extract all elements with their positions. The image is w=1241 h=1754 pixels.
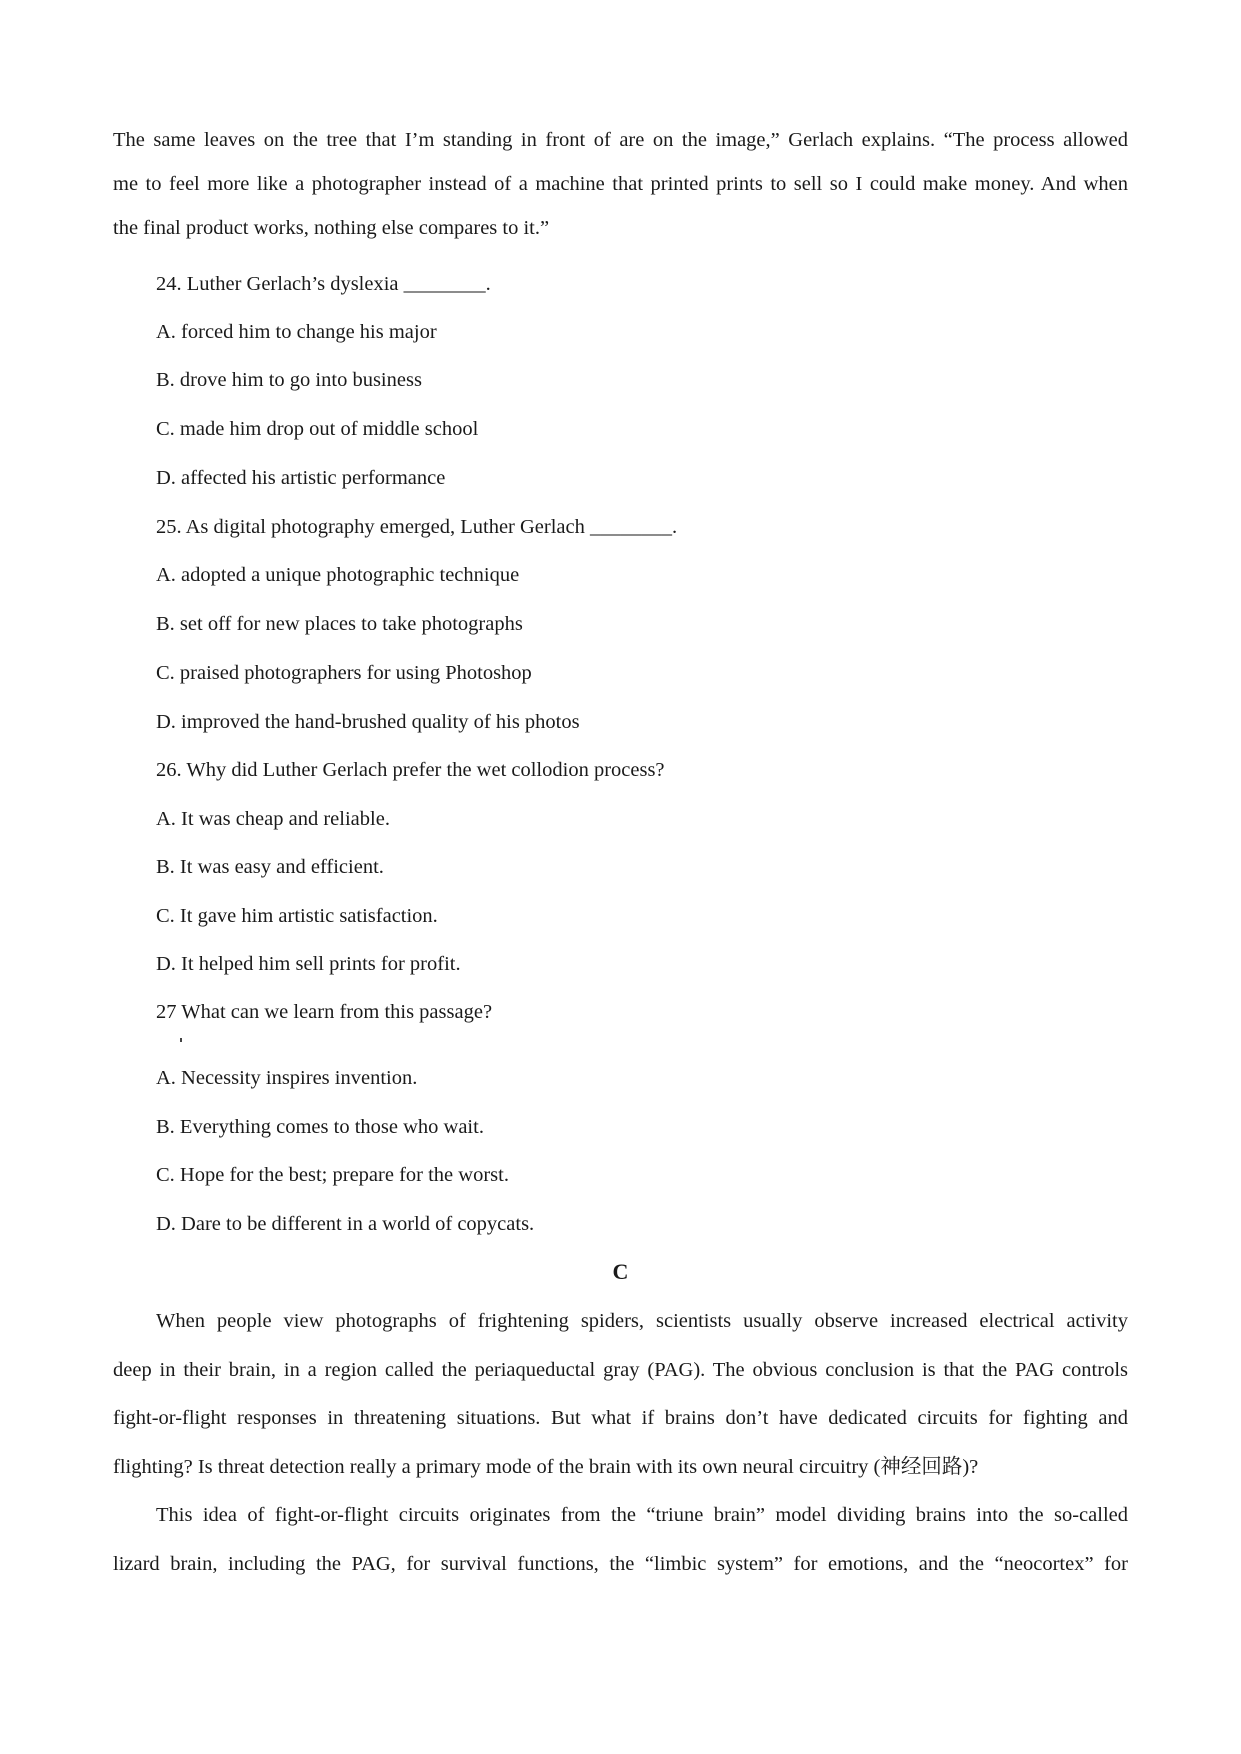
answer-option: B. Everything comes to those who wait. [156,1116,484,1138]
stray-punctuation-mark [180,1038,182,1042]
passage-line: When people view photographs of frightening spiders, scientists usually observe increased electrical activity [156,1310,1128,1332]
answer-option: D. affected his artistic performance [156,467,446,489]
passage-line: deep in their brain, in a region called the periaqueductal gray (PAG). The obvious conclusion is that the PAG controls [113,1359,1128,1381]
answer-option: A. adopted a unique photographic technique [156,564,520,586]
answer-option: C. Hope for the best; prepare for the worst. [156,1164,509,1186]
passage-line: flighting? Is threat detection really a primary mode of the brain with its own neural circuitry (神经回路)? [113,1456,979,1478]
answer-option: D. improved the hand-brushed quality of his photos [156,711,580,733]
passage-line: This idea of fight-or-flight circuits originates from the “triune brain” model dividing brains into the so-called [156,1504,1128,1526]
question-stem: 26. Why did Luther Gerlach prefer the wet collodion process? [156,759,665,781]
answer-option: C. praised photographers for using Photoshop [156,662,532,684]
answer-option: A. forced him to change his major [156,321,437,343]
passage-line: fight-or-flight responses in threatening situations. But what if brains don’t have dedicated circuits for fighting and [113,1407,1128,1429]
answer-option: C. made him drop out of middle school [156,418,479,440]
question-stem: 25. As digital photography emerged, Luther Gerlach ________. [156,516,678,538]
answer-option: A. Necessity inspires invention. [156,1067,418,1089]
question-stem: 27 What can we learn from this passage? [156,1001,493,1023]
passage-line: The same leaves on the tree that I’m standing in front of are on the image,” Gerlach explains. “The process allowed [113,129,1128,151]
passage-line: the final product works, nothing else compares to it.” [113,217,550,239]
passage-line: lizard brain, including the PAG, for survival functions, the “limbic system” for emotions, and the “neocortex” for [113,1553,1128,1575]
answer-option: A. It was cheap and reliable. [156,808,390,830]
answer-option: D. Dare to be different in a world of copycats. [156,1213,535,1235]
section-heading: C [612,1259,629,1284]
answer-option: D. It helped him sell prints for profit. [156,953,461,975]
passage-line: me to feel more like a photographer instead of a machine that printed prints to sell so I could make money. And when [113,173,1128,195]
answer-option: B. drove him to go into business [156,369,422,391]
answer-option: B. set off for new places to take photographs [156,613,523,635]
question-stem: 24. Luther Gerlach’s dyslexia ________. [156,273,491,295]
answer-option: C. It gave him artistic satisfaction. [156,905,438,927]
answer-option: B. It was easy and efficient. [156,856,384,878]
